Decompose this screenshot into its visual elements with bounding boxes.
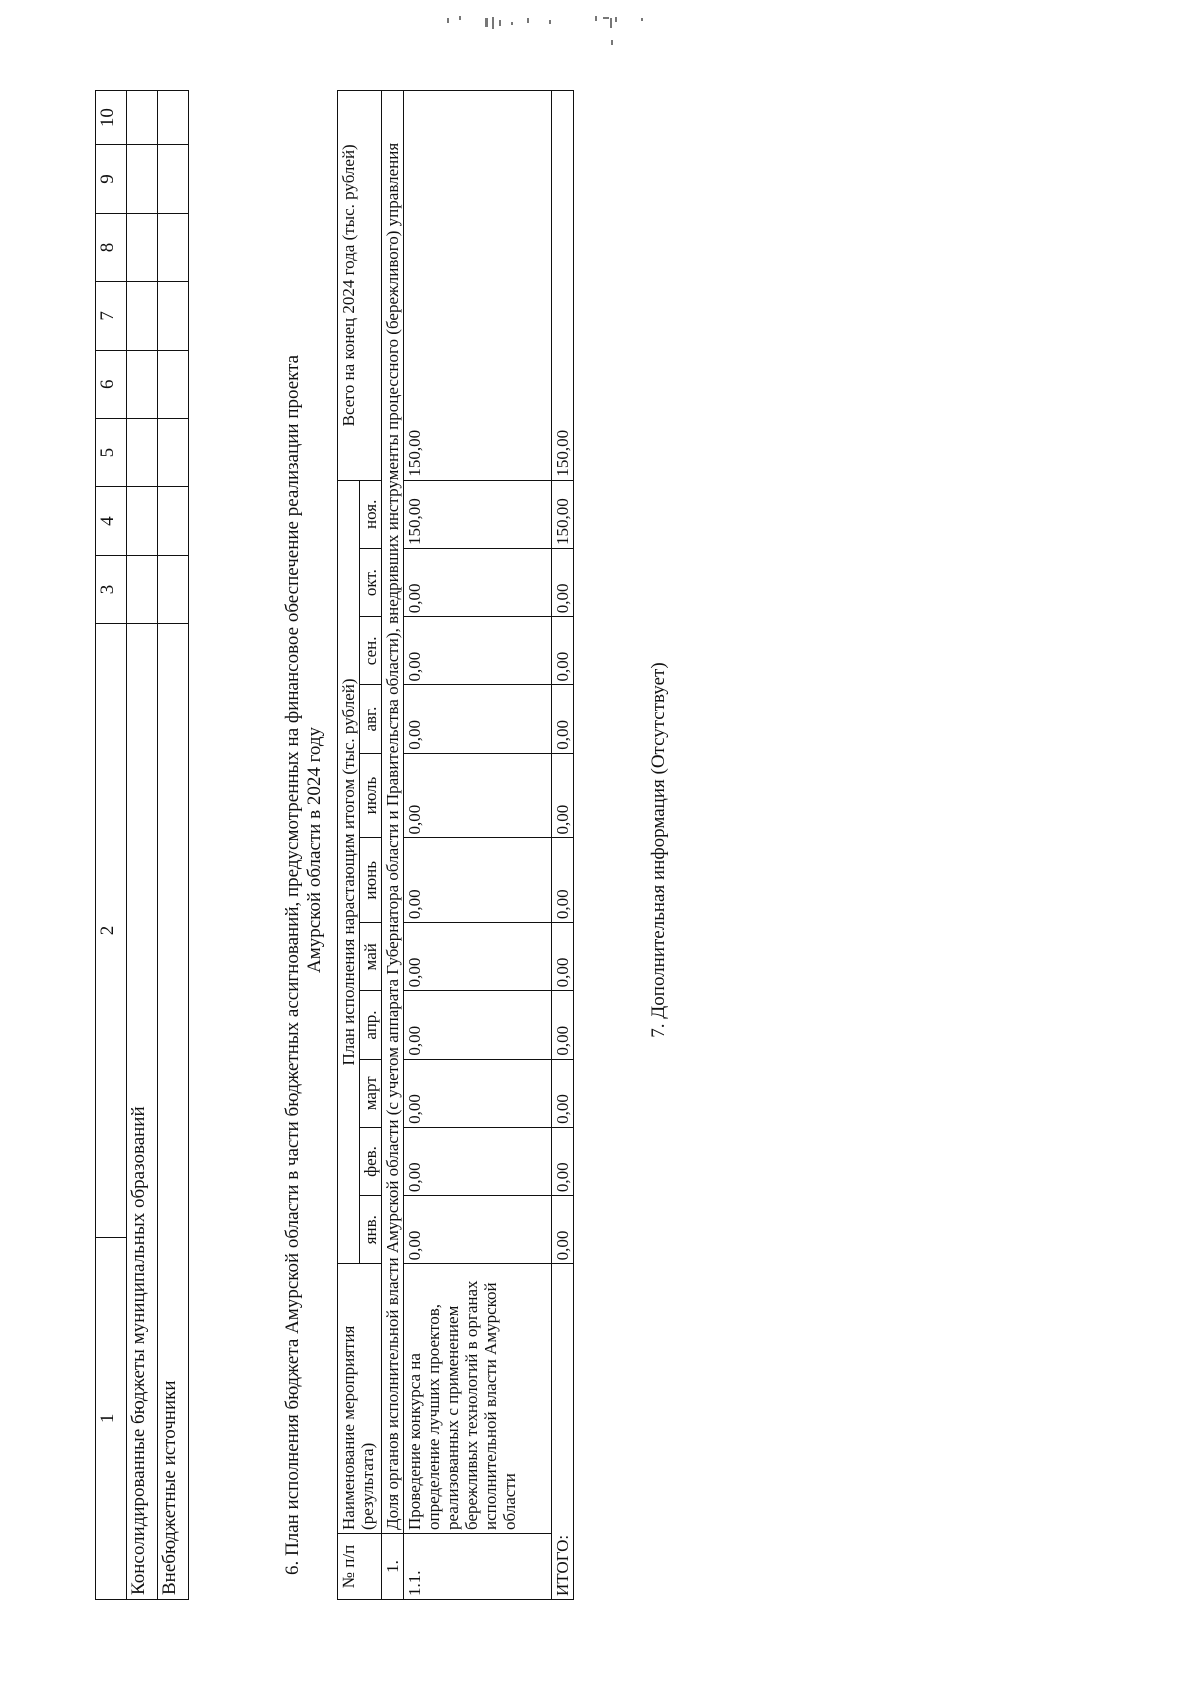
month-header: ноя. xyxy=(360,480,382,548)
month-header: авг. xyxy=(360,685,382,753)
section-6-line1: 6. План исполнения бюджета Амурской области в части бюджетных ассигнований, предусмотренных на финансовое обеспечение реализации проекта xyxy=(282,354,303,1575)
item-value: 0,00 xyxy=(404,617,552,685)
cell xyxy=(127,418,158,486)
header-cell: 5 xyxy=(96,418,127,486)
total-value: 0,00 xyxy=(552,923,574,991)
cell xyxy=(127,487,158,555)
item-value: 0,00 xyxy=(404,549,552,617)
scan-artifact xyxy=(445,14,655,50)
item-value: 0,00 xyxy=(404,1059,552,1127)
item-value: 0,00 xyxy=(404,1127,552,1195)
month-header: фев. xyxy=(360,1127,382,1195)
header-cell: 9 xyxy=(96,145,127,213)
item-value: 0,00 xyxy=(404,685,552,753)
section-6-title xyxy=(282,100,326,1600)
header-cell: 8 xyxy=(96,213,127,281)
total-value: 0,00 xyxy=(552,1127,574,1195)
table-header-row xyxy=(96,91,127,1600)
col-plan-header: План исполнения нарастающим итогом (тыс. рублей) xyxy=(338,480,360,1264)
header-cell: 7 xyxy=(96,282,127,350)
cell xyxy=(127,213,158,281)
group-row xyxy=(382,91,404,1600)
row-label: Внебюджетные источники xyxy=(158,624,189,1600)
cell xyxy=(158,145,189,213)
item-total: 150,00 xyxy=(404,91,552,481)
item-name: Проведение конкурса на определение лучших проектов, реализованных с применением бережливых технологий в органах исполнительной власти Амурской области xyxy=(404,1264,552,1534)
col-total-header: Всего на конец 2024 года (тыс. рублей) xyxy=(338,91,382,481)
item-value: 0,00 xyxy=(404,991,552,1059)
cell xyxy=(158,487,189,555)
header-cell: 4 xyxy=(96,487,127,555)
total-sum: 150,00 xyxy=(552,91,574,481)
cell xyxy=(127,350,158,418)
item-value: 0,00 xyxy=(404,838,552,923)
header-cell: 2 xyxy=(96,624,127,1238)
item-row xyxy=(404,91,552,1600)
cell xyxy=(127,91,158,145)
month-header: янв. xyxy=(360,1196,382,1264)
header-row-1 xyxy=(338,91,360,1600)
cell xyxy=(158,555,189,623)
header-cell: 6 xyxy=(96,350,127,418)
month-header: июнь xyxy=(360,838,382,923)
month-header: май xyxy=(360,923,382,991)
budget-plan-table xyxy=(337,90,574,1600)
header-cell: 10 xyxy=(96,91,127,145)
total-value: 150,00 xyxy=(552,480,574,548)
total-value: 0,00 xyxy=(552,685,574,753)
total-value: 0,00 xyxy=(552,549,574,617)
total-value: 0,00 xyxy=(552,838,574,923)
total-value: 0,00 xyxy=(552,991,574,1059)
total-label: ИТОГО: xyxy=(552,1264,574,1600)
month-header: сен. xyxy=(360,617,382,685)
group-num: 1. xyxy=(382,1533,404,1599)
col-name-header: Наименование мероприятия (результата) xyxy=(338,1264,382,1534)
cell xyxy=(158,282,189,350)
month-header: март xyxy=(360,1059,382,1127)
item-value: 0,00 xyxy=(404,923,552,991)
month-header: апр. xyxy=(360,991,382,1059)
header-cell: 3 xyxy=(96,555,127,623)
total-value: 0,00 xyxy=(552,1059,574,1127)
item-value: 0,00 xyxy=(404,1196,552,1264)
section-7-title: 7. Дополнительная информация (Отсутствует) xyxy=(648,662,669,1038)
group-text: Доля органов исполнительной власти Амурской области (с учетом аппарата Губернатора области и Правительства области), внедривших инструменты процессного (бережливого) управления xyxy=(382,91,404,1534)
total-value: 0,00 xyxy=(552,617,574,685)
cell xyxy=(127,555,158,623)
total-value: 0,00 xyxy=(552,1196,574,1264)
budget-sources-table xyxy=(95,90,189,1600)
cell xyxy=(127,145,158,213)
cell xyxy=(158,350,189,418)
col-num-header: № п/п xyxy=(338,1533,382,1599)
cell xyxy=(158,91,189,145)
table-row xyxy=(127,91,158,1600)
item-value: 0,00 xyxy=(404,753,552,838)
item-num: 1.1. xyxy=(404,1533,552,1599)
month-header: июль xyxy=(360,753,382,838)
row-label: Консолидированные бюджеты муниципальных образований xyxy=(127,624,158,1600)
cell xyxy=(158,213,189,281)
total-value: 0,00 xyxy=(552,753,574,838)
section-6-line2: Амурской области в 2024 году xyxy=(304,726,325,974)
cell xyxy=(158,418,189,486)
month-header: окт. xyxy=(360,549,382,617)
total-row xyxy=(552,91,574,1600)
cell xyxy=(127,282,158,350)
table-row xyxy=(158,91,189,1600)
header-cell: 1 xyxy=(96,1237,127,1599)
item-value: 150,00 xyxy=(404,480,552,548)
